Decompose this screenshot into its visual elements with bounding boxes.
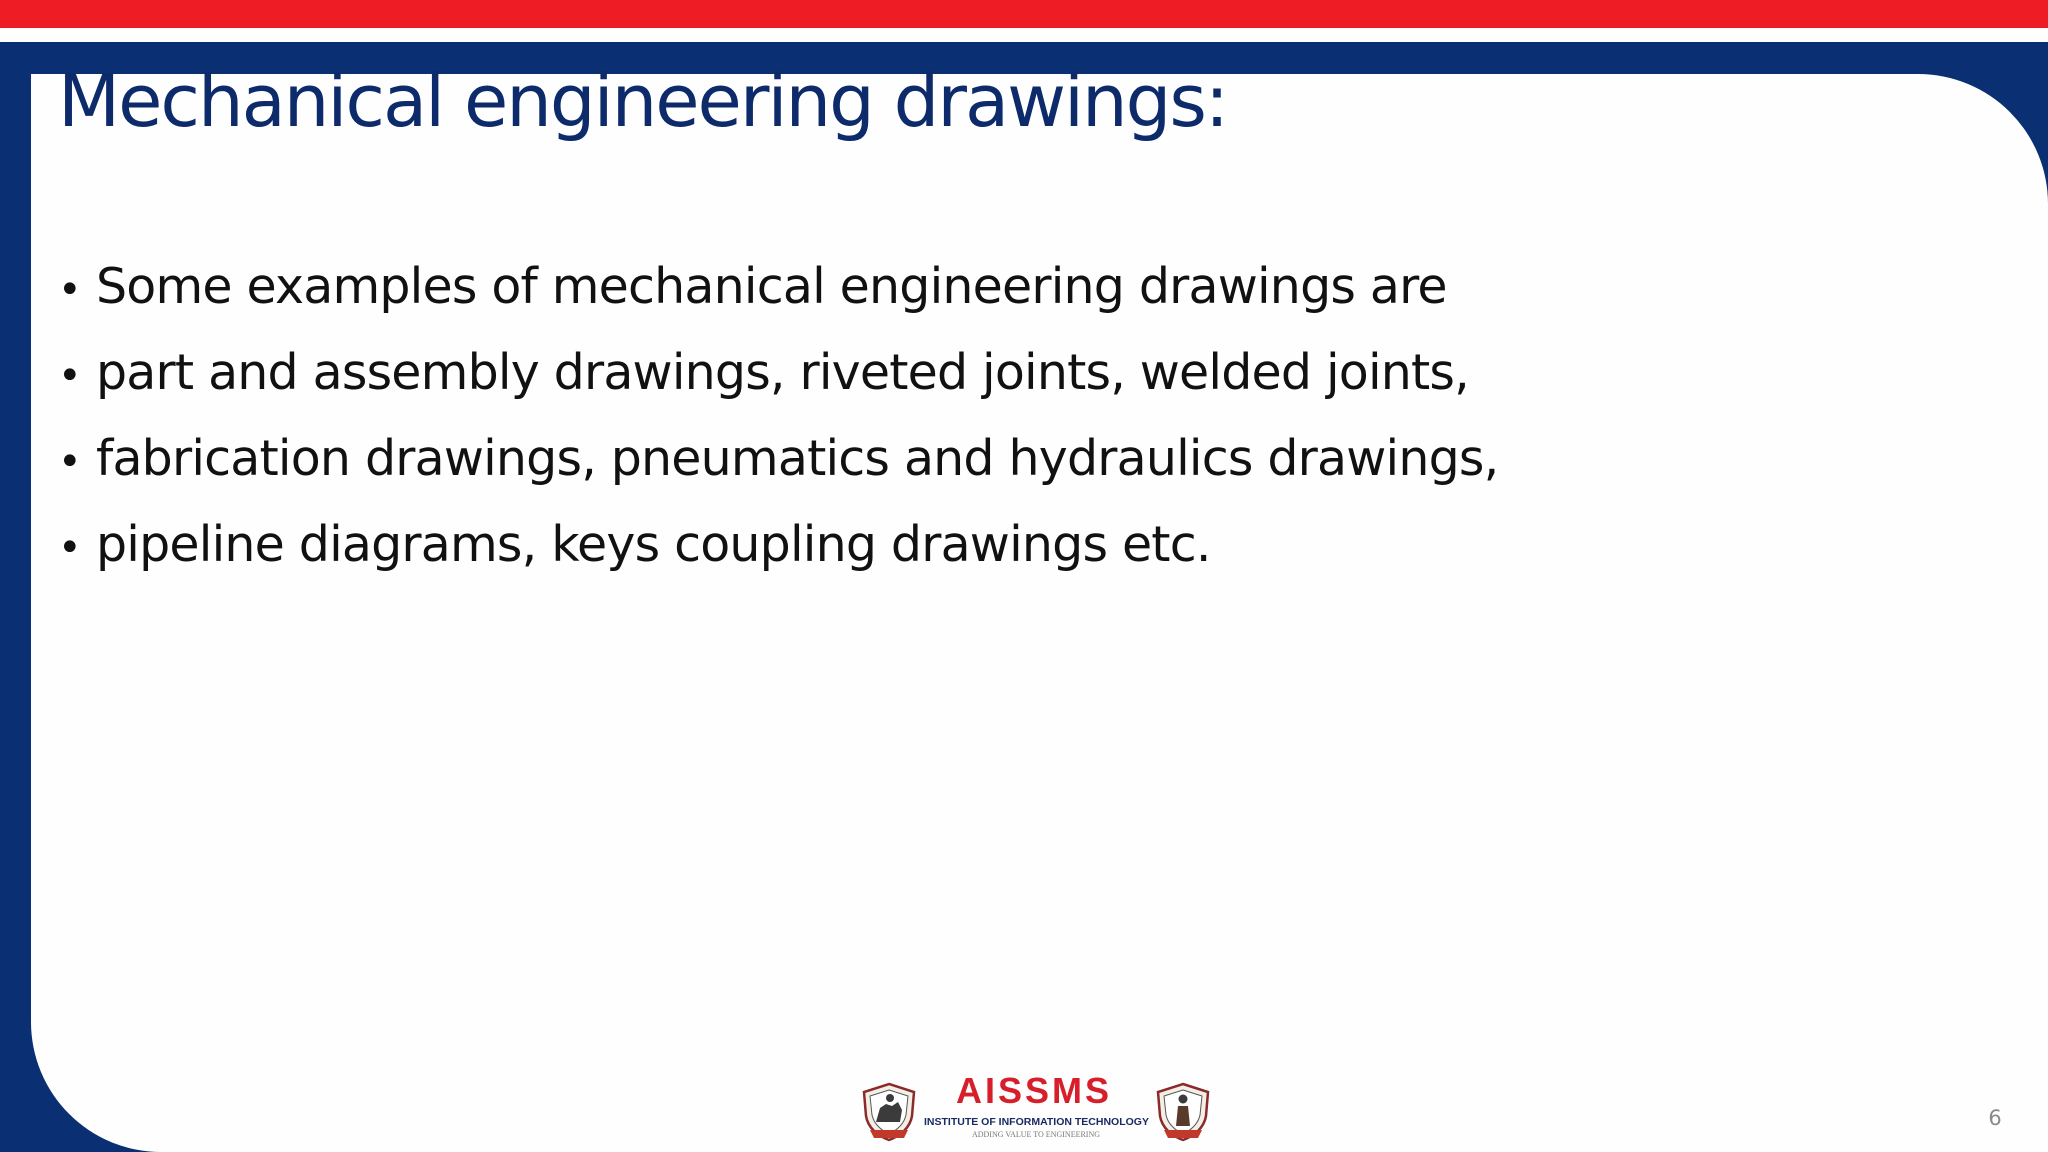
bullet-item xyxy=(58,258,1498,344)
bullet-item xyxy=(58,430,1498,516)
page-number: 6 xyxy=(1988,1106,2002,1130)
bullet-list xyxy=(58,258,1498,602)
bullet-text: fabrication drawings, pneumatics and hydraulics drawings, xyxy=(96,430,1499,487)
top-white-stripe xyxy=(0,28,2048,42)
bullet-text: part and assembly drawings, riveted joints, welded joints, xyxy=(96,344,1469,401)
bullet-dot-icon: • xyxy=(58,525,81,571)
bullet-dot-icon: • xyxy=(58,267,81,313)
content-panel xyxy=(31,74,2048,1152)
institute-logo xyxy=(860,1070,1212,1142)
bullet-dot-icon: • xyxy=(58,439,81,485)
bullet-item xyxy=(58,344,1498,430)
top-red-band xyxy=(0,0,2048,28)
crest-left-icon xyxy=(860,1082,918,1142)
bullet-text: pipeline diagrams, keys coupling drawings etc. xyxy=(96,516,1211,573)
logo-tagline: ADDING VALUE TO ENGINEERING xyxy=(971,1130,1101,1139)
slide-title: Mechanical engineering drawings: xyxy=(58,59,1228,143)
bullet-dot-icon: • xyxy=(58,353,81,399)
crest-right-icon xyxy=(1154,1082,1212,1142)
logo-title: AISSMS xyxy=(956,1070,1113,1111)
bullet-text: Some examples of mechanical engineering drawings are xyxy=(96,258,1447,315)
logo-subtitle: INSTITUTE OF INFORMATION TECHNOLOGY xyxy=(924,1116,1149,1128)
bullet-item xyxy=(58,516,1498,602)
